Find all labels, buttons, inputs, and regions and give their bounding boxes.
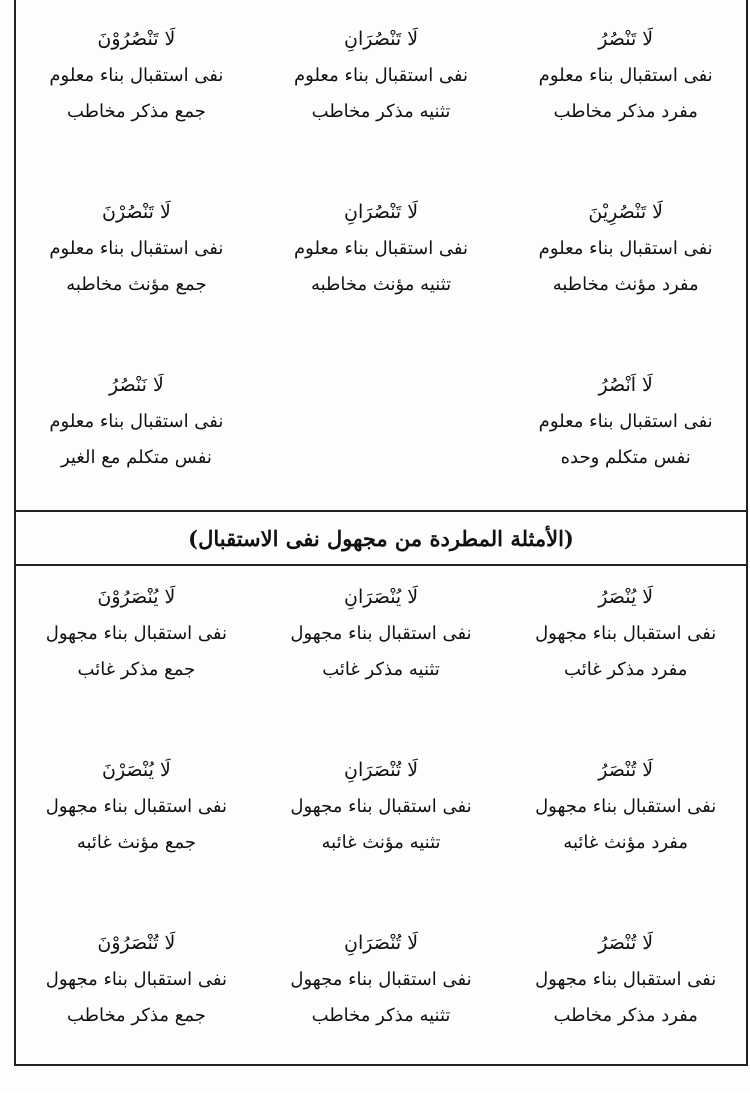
verb-form: لَا تَنْصُرَانِ (344, 201, 419, 223)
tense-label: نفی استقبال بناء معلوم (49, 411, 224, 432)
conjugation-cell (14, 580, 259, 753)
verb-form: لَا تُنْصَرُ (598, 759, 654, 781)
verb-form: لَا یُنْصَرُ (598, 586, 654, 608)
tense-label: نفی استقبال بناء مجهول (45, 969, 228, 990)
conjugation-cell (503, 753, 748, 926)
conjugation-cell (14, 22, 259, 195)
verb-form: لَا نَنْصُرُ (108, 374, 164, 396)
active-voice-table (14, 22, 748, 541)
tense-label: نفی استقبال بناء مجهول (45, 623, 228, 644)
person-label: مفرد مؤنث مخاطبه (552, 274, 699, 295)
conjugation-cell (503, 926, 748, 1099)
verb-form: لَا تَنْصُرْنَ (102, 201, 171, 223)
conjugation-cell (259, 926, 504, 1099)
person-label: نفس متکلم مع الغیر (60, 447, 212, 468)
conjugation-cell (14, 195, 259, 368)
verb-form: لَا تُنْصَرُ (598, 932, 654, 954)
conjugation-cell (503, 195, 748, 368)
person-label: مفرد مذکر مخاطب (553, 101, 698, 122)
tense-label: نفی استقبال بناء معلوم (538, 65, 713, 86)
tense-label: نفی استقبال بناء مجهول (290, 969, 472, 990)
person-label: جمع مذکر مخاطب (66, 101, 206, 122)
verb-form: لَا تَنْصُرُ (598, 28, 654, 50)
tense-label: نفی استقبال بناء معلوم (294, 65, 469, 86)
person-label: تثنیه مؤنث مخاطبه (310, 274, 452, 295)
verb-form: لَا تُنْصَرَانِ (344, 759, 419, 781)
person-label: مفرد مؤنث غائبه (563, 832, 689, 853)
person-label: تثنیه مؤنث غائبه (321, 832, 441, 853)
person-label: مفرد مذکر غائب (564, 659, 688, 680)
passive-voice-table (14, 580, 748, 1099)
conjugation-cell (14, 753, 259, 926)
tense-label: نفی استقبال بناء معلوم (49, 238, 224, 259)
verb-form: لَا اَنْصُرُ (598, 374, 653, 396)
conjugation-cell (14, 926, 259, 1099)
tense-label: نفی استقبال بناء معلوم (294, 238, 469, 259)
verb-form: لَا تُنْصَرُوْنَ (97, 932, 176, 954)
tense-label: نفی استقبال بناء معلوم (49, 65, 224, 86)
tense-label: نفی استقبال بناء مجهول (535, 796, 717, 817)
table-row (14, 926, 748, 1099)
tense-label: نفی استقبال بناء معلوم (538, 238, 713, 259)
tense-label: نفی استقبال بناء مجهول (290, 623, 472, 644)
conjugation-cell (259, 195, 504, 368)
person-label: جمع مذکر مخاطب (66, 1005, 206, 1026)
person-label: نفس متکلم وحده (560, 447, 691, 468)
tense-label: نفی استقبال بناء مجهول (535, 969, 717, 990)
tense-label: نفی استقبال بناء مجهول (45, 796, 228, 817)
tense-label: نفی استقبال بناء مجهول (535, 623, 717, 644)
person-label: تثنیه مذکر مخاطب (311, 101, 451, 122)
conjugation-cell (259, 580, 504, 753)
conjugation-cell (259, 22, 504, 195)
verb-form: لَا تَنْصُرَانِ (344, 28, 419, 50)
conjugation-cell (503, 22, 748, 195)
verb-form: لَا تَنْصُرِیْنَ (588, 201, 663, 223)
person-label: جمع مؤنث غائبه (76, 832, 196, 853)
section-title: (الأمثلة المطردة من مجهول نفی الاستقبال) (188, 525, 574, 551)
tense-label: نفی استقبال بناء مجهول (290, 796, 472, 817)
table-row (14, 753, 748, 926)
verb-form: لَا یُنْصَرْنَ (102, 759, 171, 781)
conjugation-cell (503, 580, 748, 753)
table-row (14, 195, 748, 368)
tense-label: نفی استقبال بناء معلوم (538, 411, 713, 432)
person-label: تثنیه مذکر مخاطب (311, 1005, 451, 1026)
table-row (14, 22, 748, 195)
verb-form: لَا تَنْصُرُوْنَ (97, 28, 176, 50)
person-label: جمع مذکر غائب (77, 659, 196, 680)
person-label: جمع مؤنث مخاطبه (66, 274, 207, 295)
person-label: تثنیه مذکر غائب (322, 659, 440, 680)
table-row (14, 580, 748, 753)
verb-form: لَا یُنْصَرَانِ (344, 586, 419, 608)
verb-form: لَا تُنْصَرَانِ (344, 932, 419, 954)
conjugation-cell (259, 753, 504, 926)
person-label: مفرد مذکر مخاطب (553, 1005, 698, 1026)
verb-form: لَا یُنْصَرُوْنَ (97, 586, 176, 608)
